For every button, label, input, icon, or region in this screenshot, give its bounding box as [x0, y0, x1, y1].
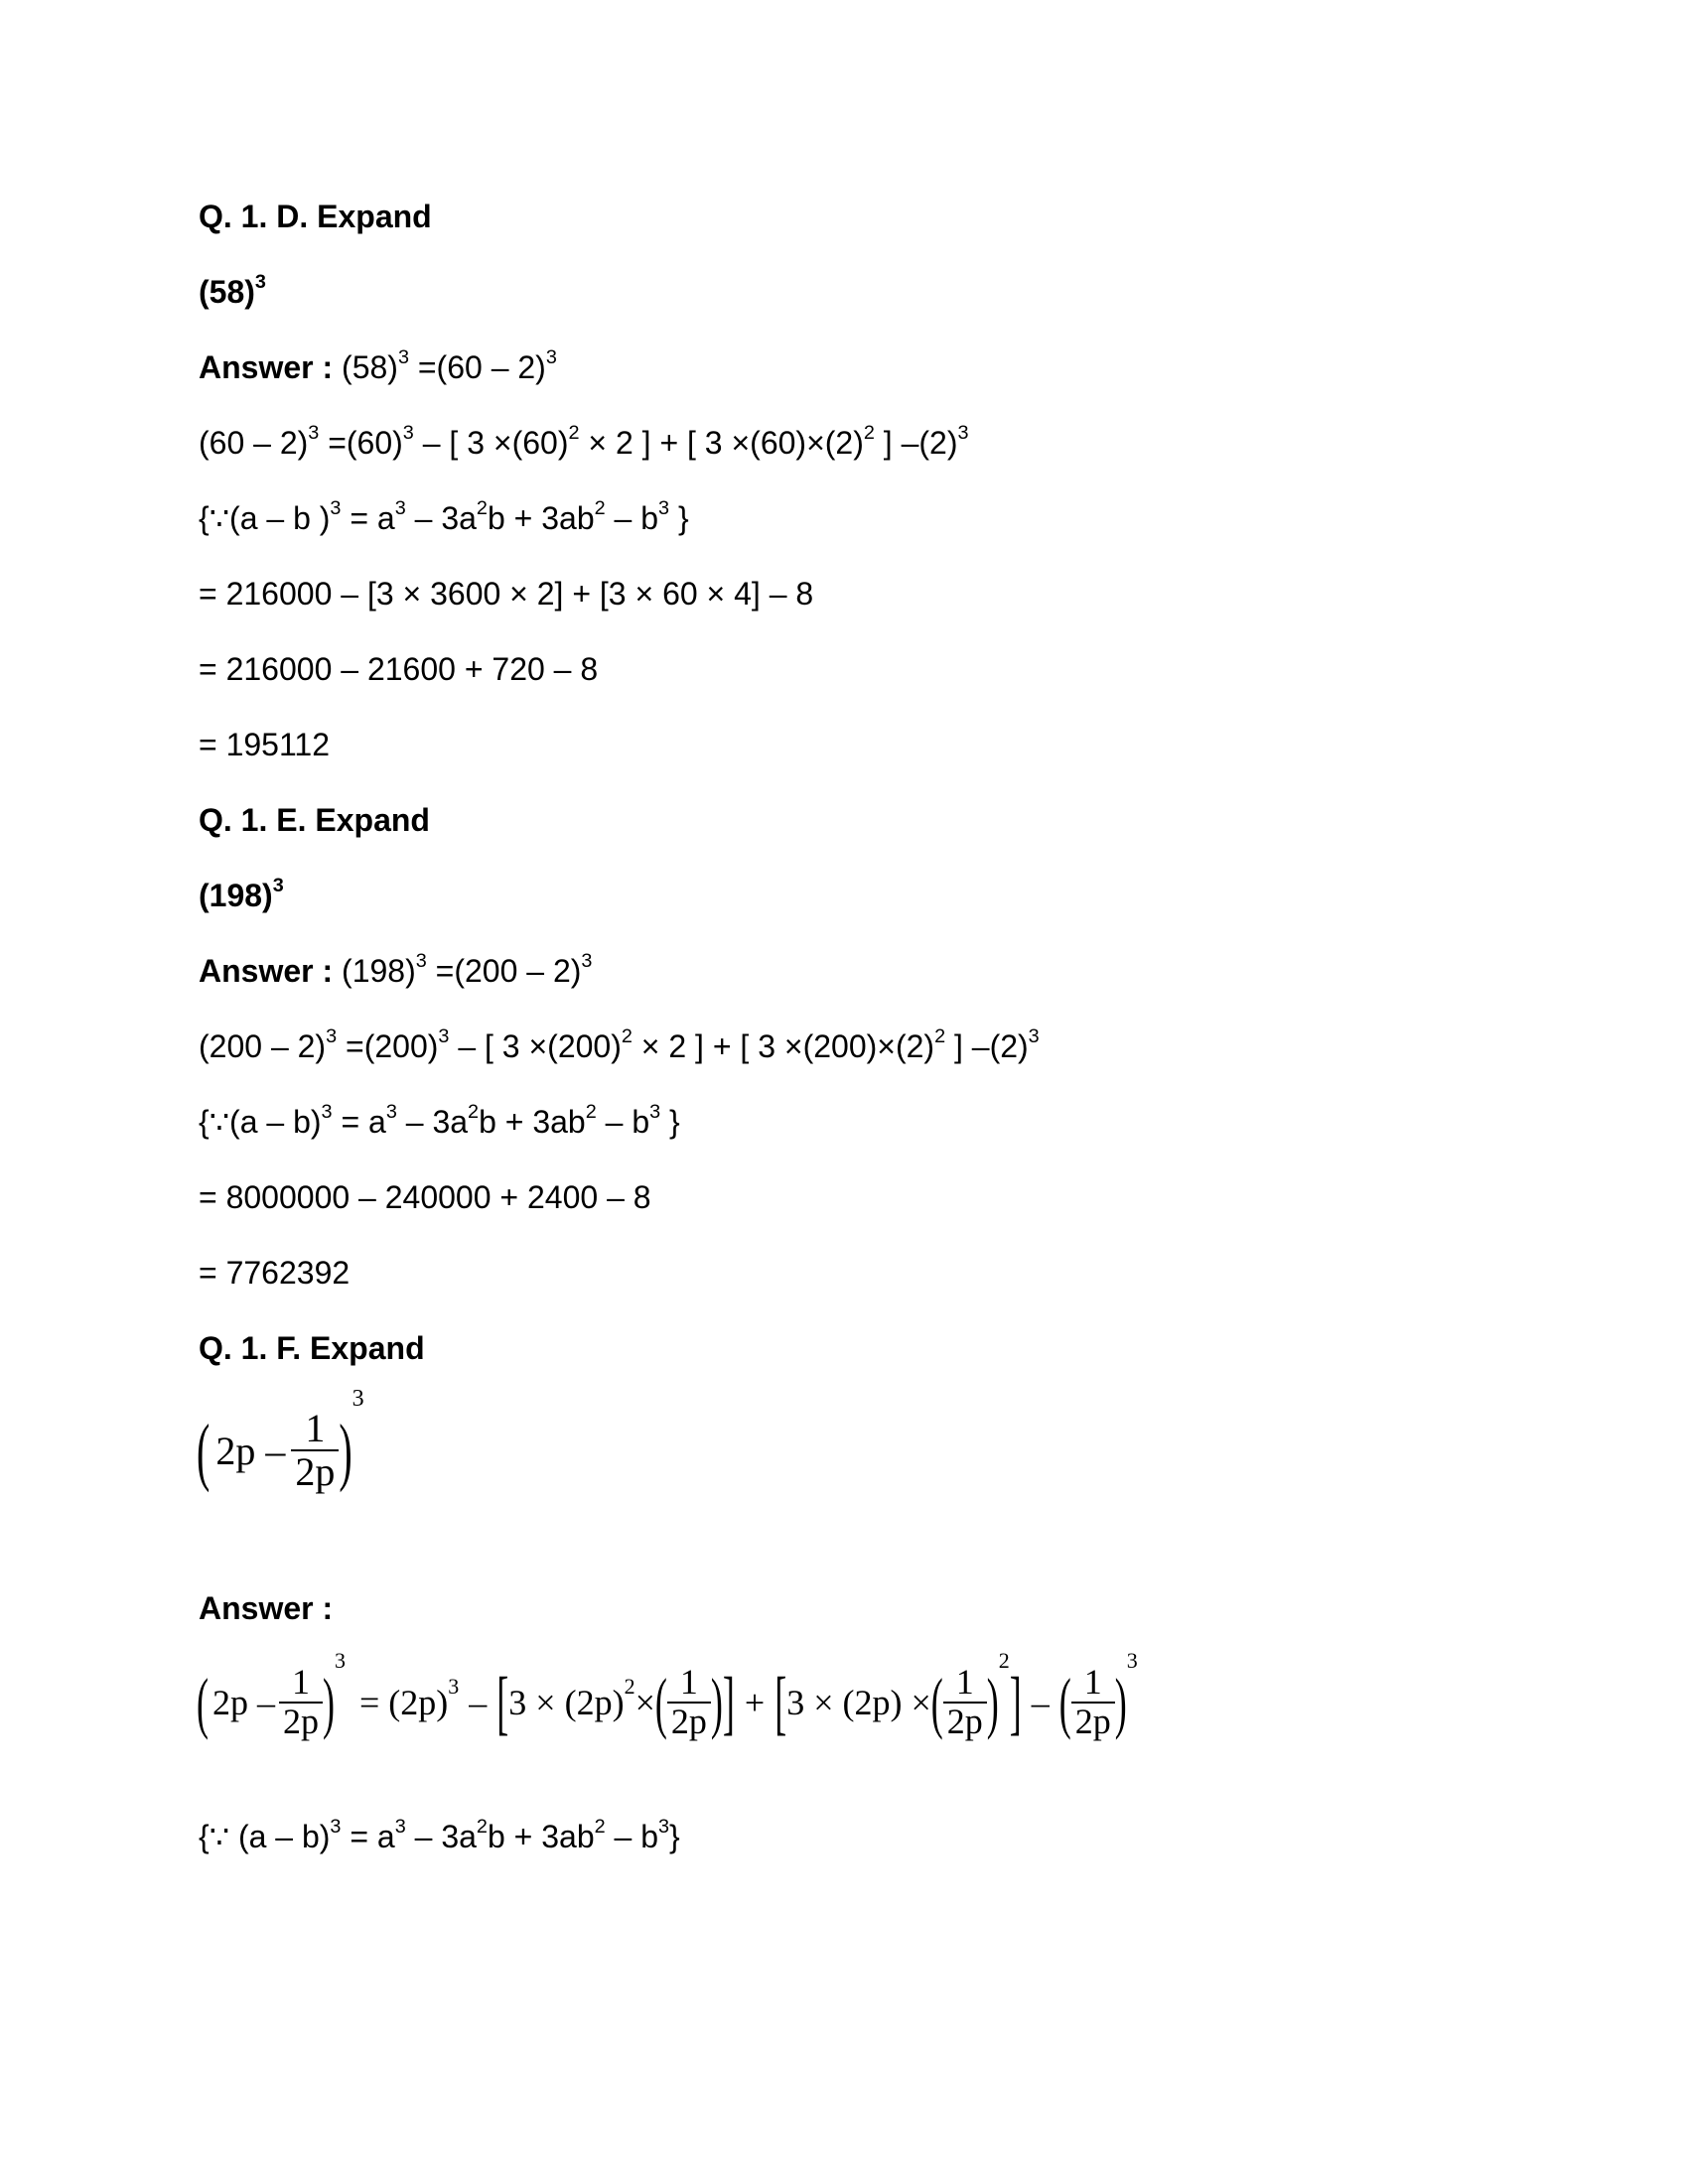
q1e-answer: Answer : $(198)^3 =(200 - 2)^3$ [199, 950, 593, 989]
q1e-line2: = 8000000 – 240000 + 2400 – 8 [199, 1179, 651, 1215]
left-paren: ( [197, 1408, 211, 1493]
q1f-expression: ( 2p – $\frac{1}{2p}$ ) 3 [197, 1385, 364, 1494]
q1f-identity: {∵ $(a - b)^3 = a^3 - 3a^2b + 3ab^2 - b^3$} [199, 1816, 680, 1854]
q1d-step1: $(60 - 2)^3 =(60)^3$ – [ $3 \times(60)^2 \times 2$ ] + [ $3 \times(60)\times(2)^2$ ] $-(2)^3$ [199, 422, 969, 461]
q1d-line3: = 216000 – 21600 + 720 – 8 [199, 651, 599, 687]
expr-term: 2p – [215, 1428, 286, 1473]
q1e-identity: {∵(a – $b)^3 = a^3 - 3a^2b + 3ab^2 - b^3$ } [199, 1101, 680, 1140]
fraction: $\frac{1}{2p}$ [291, 1408, 339, 1493]
q1e-result: = 7762392 [199, 1255, 351, 1291]
q1d-identity: {∵(a – b )$^3 = a^3 - 3a^2b + 3ab^2 - b^3$ } [199, 497, 689, 536]
q1f-equation: ( 2p – $\frac{1}{2p}$ ) 3 = (2p) 3 – [ 3 × (2p) 2 × ( $\frac{1}{2p}$ ) ] + [ 3 × (2p) × ( $\frac{1}{2p}$ ) 2 ] – ( $\frac{1}{2p}$ ) 3 [197, 1647, 1138, 1742]
q1d-expression: $(58)^3$ [199, 271, 266, 310]
q1e-expression: $(198)^3$ [199, 875, 284, 913]
q1d-heading: Q. 1. D. Expand [199, 199, 432, 234]
q1f-answer-label: Answer : [199, 1590, 334, 1626]
right-paren: ) [339, 1408, 352, 1493]
q1d-line2: = 216000 – [3 × 3600 × 2] + [3 × 60 × 4] – 8 [199, 576, 814, 612]
q1e-step1: $(200 - 2)^3 =(200)^3$ – [ $3 \times(200)^2 \times 2$ ] + [ $3 \times(200)\times(2)^2$ ] $-(2)^3$ [199, 1025, 1040, 1064]
q1e-heading: Q. 1. E. Expand [199, 802, 430, 838]
q1d-result: = 195112 [199, 727, 330, 762]
q1f-heading: Q. 1. F. Expand [199, 1330, 425, 1366]
q1d-answer: Answer : $(58)^3 =(60 - 2)^3$ [199, 346, 557, 385]
